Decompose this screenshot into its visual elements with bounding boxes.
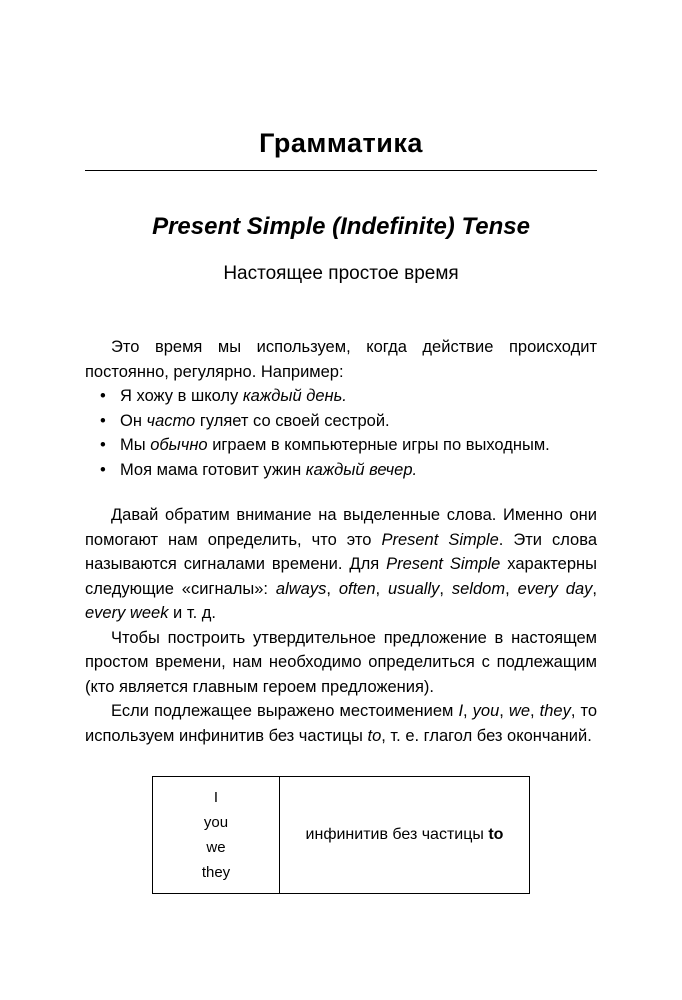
pronoun-item: you — [203, 814, 229, 831]
pronoun-item: we — [206, 839, 226, 856]
pronoun-cell — [153, 777, 280, 894]
lesson-title-russian: Настоящее простое время — [223, 263, 459, 284]
rule-table — [152, 776, 530, 894]
section-header — [85, 128, 597, 171]
intro-paragraph: Это время мы используем, когда действие происходит постоянно, регулярно. Например: — [85, 338, 597, 381]
pronoun-item: they — [201, 864, 231, 881]
rule-cell: инфинитив без частицы to — [280, 777, 530, 894]
lesson-title-english: Present Simple (Indefinite) Tense — [152, 213, 530, 240]
pronoun-rule-paragraph: Если подлежащее выражено местоимением I, you, we, they, то используем инфинитив без частицы to, т. е. глагол без окончаний. — [85, 702, 598, 745]
rule-table-row — [153, 777, 530, 894]
pronoun-item: I — [213, 789, 219, 806]
example-item: • Я хожу в школу каждый день. — [85, 384, 597, 409]
examples-list — [85, 384, 597, 482]
signals-paragraph: Давай обратим внимание на выделенные слова. Именно они помогают нам определить, что это Present Simple. Эти слова называются сигналами времени. Для Present Simple характерны следующие «сигналы»: always, often, usually, seldom, every day, every week и т. д. — [85, 506, 598, 622]
affirmative-paragraph: Чтобы построить утвердительное предложение в настоящем простом времени, нам необходимо определиться с подлежащим (кто является главным героем предложения). — [85, 628, 597, 696]
example-item: • Мы обычно играем в компьютерные игры по выходным. — [85, 433, 597, 458]
section-title: Грамматика — [259, 128, 423, 158]
example-item: • Моя мама готовит ужин каждый вечер. — [85, 458, 597, 483]
body-text — [85, 335, 597, 894]
example-item: • Он часто гуляет со своей сестрой. — [85, 409, 597, 434]
section-divider — [85, 170, 597, 171]
